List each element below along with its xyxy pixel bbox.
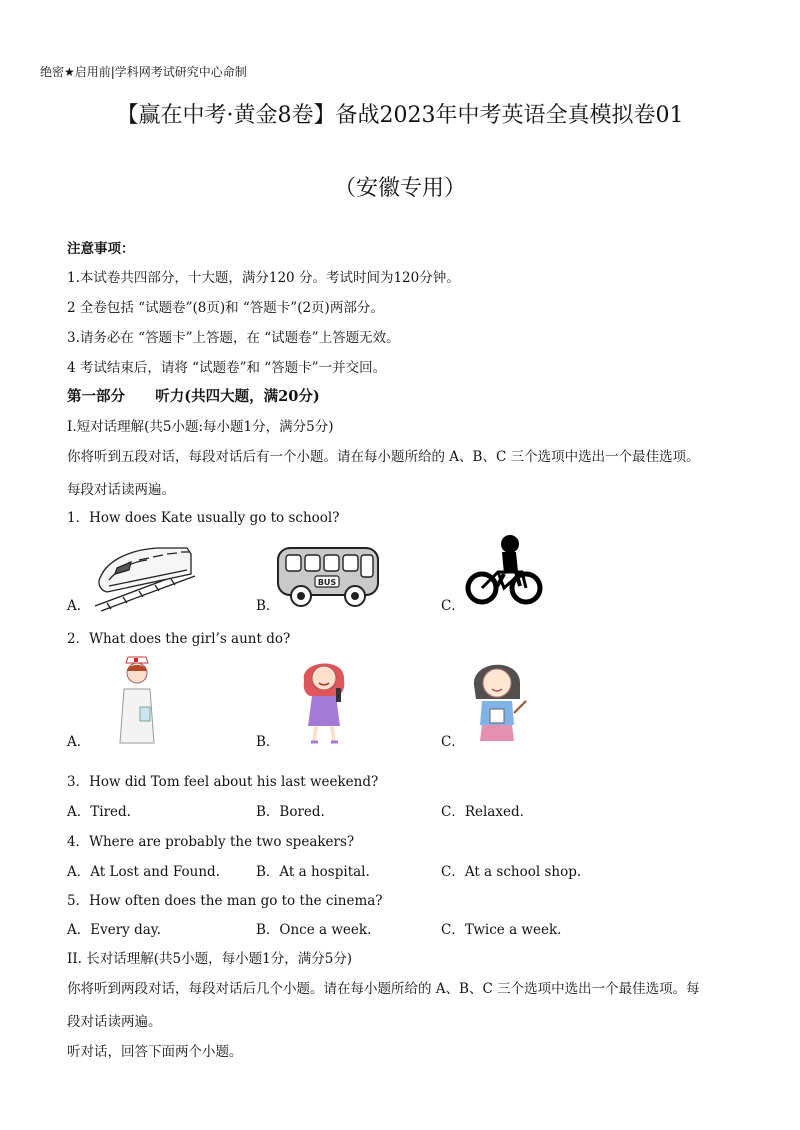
notice-heading: 注意事项： <box>67 241 135 257</box>
option-a: A． <box>67 598 91 614</box>
singer-icon <box>298 654 350 746</box>
section2-instruction: 段对话读两遍。 <box>67 1014 162 1030</box>
section2-title: II. 长对话理解(共5小题，每小题1分，满分5分) <box>67 951 353 967</box>
option-a: A． <box>67 734 91 750</box>
nurse-icon <box>114 655 160 745</box>
option-a: A．Tired. <box>67 804 131 820</box>
bicycle-icon <box>464 532 544 608</box>
option-b: B． <box>256 598 280 614</box>
option-a: A．Every day. <box>67 922 161 938</box>
option-c: C．At a school shop. <box>441 864 582 880</box>
section2-instruction: 听对话，回答下面两个小题。 <box>67 1044 243 1060</box>
question-stem: 2．What does the girl’s aunt do? <box>67 631 291 647</box>
notice-item: 3.请务必在 “答题卡”上答题，在 “试题卷”上答题无效。 <box>67 330 400 346</box>
section1-instruction: 你将听到五段对话，每段对话后有一个小题。请在每小题所给的 A、B、C 三个选项中选出一个最佳选项。 <box>67 449 700 465</box>
notice-item: 4 考试结束后，请将 “试题卷”和 “答题卡”一并交回。 <box>67 360 387 376</box>
question-stem: 4．Where are probably the two speakers? <box>67 834 355 850</box>
section2-instruction: 你将听到两段对话，每段对话后几个小题。请在每小题所给的 A、B、C 三个选项中选出一个最佳选项。每 <box>67 981 700 997</box>
option-a: A．At Lost and Found. <box>67 864 220 880</box>
option-c: C．Twice a week. <box>441 922 562 938</box>
option-b: B． <box>256 734 280 750</box>
section1-instruction: 每段对话读两遍。 <box>67 482 175 498</box>
option-c: C． <box>441 734 465 750</box>
option-c: C．Relaxed. <box>441 804 524 820</box>
question-stem: 3．How did Tom feel about his last weekend? <box>67 774 379 790</box>
train-icon <box>87 540 197 612</box>
question-stem: 5．How often does the man go to the cinema? <box>67 893 383 909</box>
option-c: C． <box>441 598 465 614</box>
notice-item: 1.本试卷共四部分，十大题，满分120 分。考试时间为120分钟。 <box>67 270 460 286</box>
option-b: B．Once a week. <box>256 922 372 938</box>
section1-title: I.短对话理解(共5小题:每小题1分，满分5分) <box>67 419 334 435</box>
question-stem: 1．How does Kate usually go to school? <box>67 510 340 526</box>
option-b: B．At a hospital. <box>256 864 370 880</box>
bus-icon <box>275 545 383 610</box>
part1-heading: 第一部分 听力(共四大题，满20分) <box>67 388 320 405</box>
bus-sign: BUS <box>317 578 337 587</box>
teacher-icon <box>470 655 530 745</box>
notice-item: 2 全卷包括 “试题卷”(8页)和 “答题卡”(2页)两部分。 <box>67 300 384 316</box>
page-subtitle: （安徽专用） <box>333 176 466 201</box>
page-title: 【赢在中考·黄金8卷】备战2023年中考英语全真模拟卷01 <box>116 103 684 128</box>
confidential-line: 绝密★启用前|学科网考试研究中心命制 <box>40 65 247 79</box>
option-b: B．Bored. <box>256 804 325 820</box>
